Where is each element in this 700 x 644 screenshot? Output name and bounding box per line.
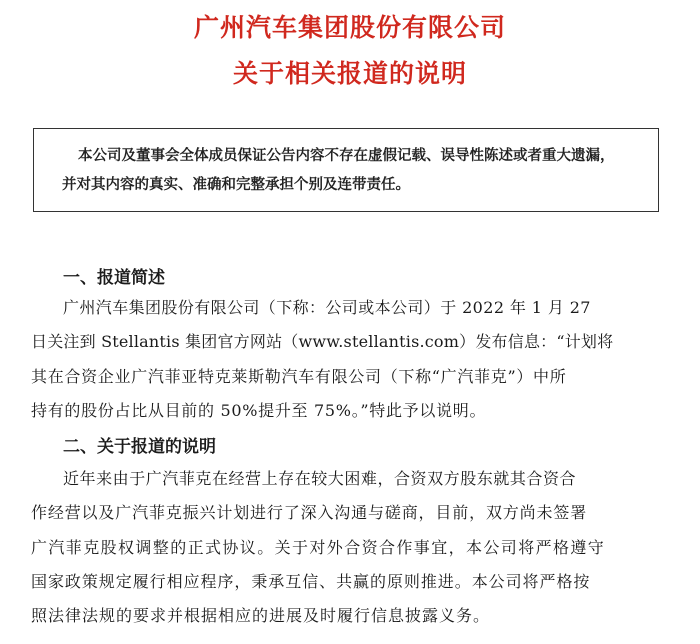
section-2-line-1: 近年来由于广汽菲克在经营上存在较大困难，合资双方股东就其合资合 xyxy=(63,469,577,488)
board-guarantee-box xyxy=(33,128,659,212)
document-subject: 关于相关报道的说明 xyxy=(232,59,467,88)
section-1-line-1: 广州汽车集团股份有限公司（下称：公司或本公司）于 2022 年 1 月 27 xyxy=(63,298,591,317)
company-title: 广州汽车集团股份有限公司 xyxy=(193,13,506,42)
section-2-line-3: 广汽菲克股权调整的正式协议。关于对外合资合作事宜，本公司将严格遵守 xyxy=(31,538,606,557)
section-1-line-2: 日关注到 Stellantis 集团官方网站（www.stellantis.com）发布信息：“计划将 xyxy=(31,332,614,351)
section-1-line-4: 持有的股份占比从目前的 50%提升至 75%。”特此予以说明。 xyxy=(31,401,487,420)
section-1-line-3: 其在合资企业广汽菲亚特克莱斯勒汽车有限公司（下称“广汽菲克”）中所 xyxy=(31,367,567,386)
section-2-line-5: 照法律法规的要求并根据相应的进展及时履行信息披露义务。 xyxy=(31,606,491,625)
section-2-heading: 二、关于报道的说明 xyxy=(63,437,216,457)
section-2-line-4: 国家政策规定履行相应程序，秉承互信、共赢的原则推进。本公司将严格按 xyxy=(31,572,591,591)
notice-line-2: 并对其内容的真实、准确和完整承担个别及连带责任。 xyxy=(62,177,410,193)
section-2-line-2: 作经营以及广汽菲克振兴计划进行了深入沟通与磋商，目前，双方尚未签署 xyxy=(31,503,588,522)
section-1-heading: 一、报道简述 xyxy=(63,268,165,288)
notice-line-1: 本公司及董事会全体成员保证公告内容不存在虚假记载、误导性陈述或者重大遗漏， xyxy=(78,148,615,164)
